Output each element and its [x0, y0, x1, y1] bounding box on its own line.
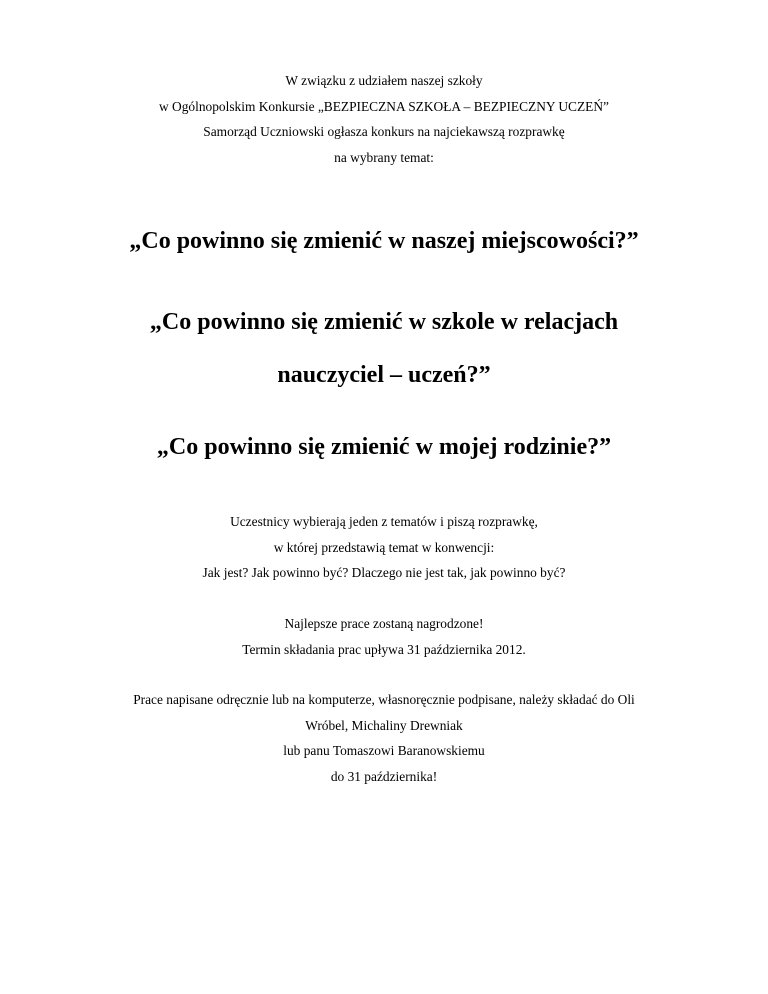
topic-line: „Co powinno się zmienić w mojej rodzinie?”: [156, 434, 612, 460]
intro-line: Samorząd Uczniowski ogłasza konkurs na najciekawszą rozprawkę: [203, 124, 565, 139]
topic-heading-3: [0, 425, 768, 469]
instructions-line: Jak jest? Jak powinno być? Dlaczego nie jest tak, jak powinno być?: [202, 565, 566, 580]
instructions-paragraph: [0, 509, 768, 586]
submission-line: lub panu Tomaszowi Baranowskiemu: [283, 743, 485, 758]
instructions-line: w której przedstawią temat w konwencji:: [273, 539, 495, 555]
instructions-line: Uczestnicy wybierają jeden z tematów i piszą rozprawkę,: [230, 514, 538, 529]
submission-line: Wróbel, Michaliny Drewniak: [305, 717, 463, 733]
prizes-paragraph: [0, 611, 768, 662]
prizes-line: Najlepsze prace zostaną nagrodzone!: [284, 616, 484, 631]
topic-line: nauczyciel – uczeń?”: [277, 362, 491, 388]
topic-heading-1: [0, 219, 768, 263]
topic-line: „Co powinno się zmienić w naszej miejscowości?”: [129, 228, 639, 254]
intro-paragraph: [0, 68, 768, 170]
topic-heading-2: [0, 300, 768, 397]
prizes-line: Termin składania prac upływa 31 października 2012.: [242, 641, 526, 657]
intro-line: W związku z udziałem naszej szkoły: [285, 73, 483, 88]
submission-paragraph: [0, 687, 768, 789]
submission-line: do 31 października!: [330, 768, 438, 784]
submission-line: Prace napisane odręcznie lub na komputerze, własnoręcznie podpisane, należy składać do Oli: [133, 692, 635, 707]
intro-line: na wybrany temat:: [334, 149, 434, 165]
topic-line: „Co powinno się zmienić w szkole w relacjach: [149, 309, 619, 335]
intro-line: w Ogólnopolskim Konkursie „BEZPIECZNA SZKOŁA – BEZPIECZNY UCZEŃ”: [159, 98, 609, 114]
